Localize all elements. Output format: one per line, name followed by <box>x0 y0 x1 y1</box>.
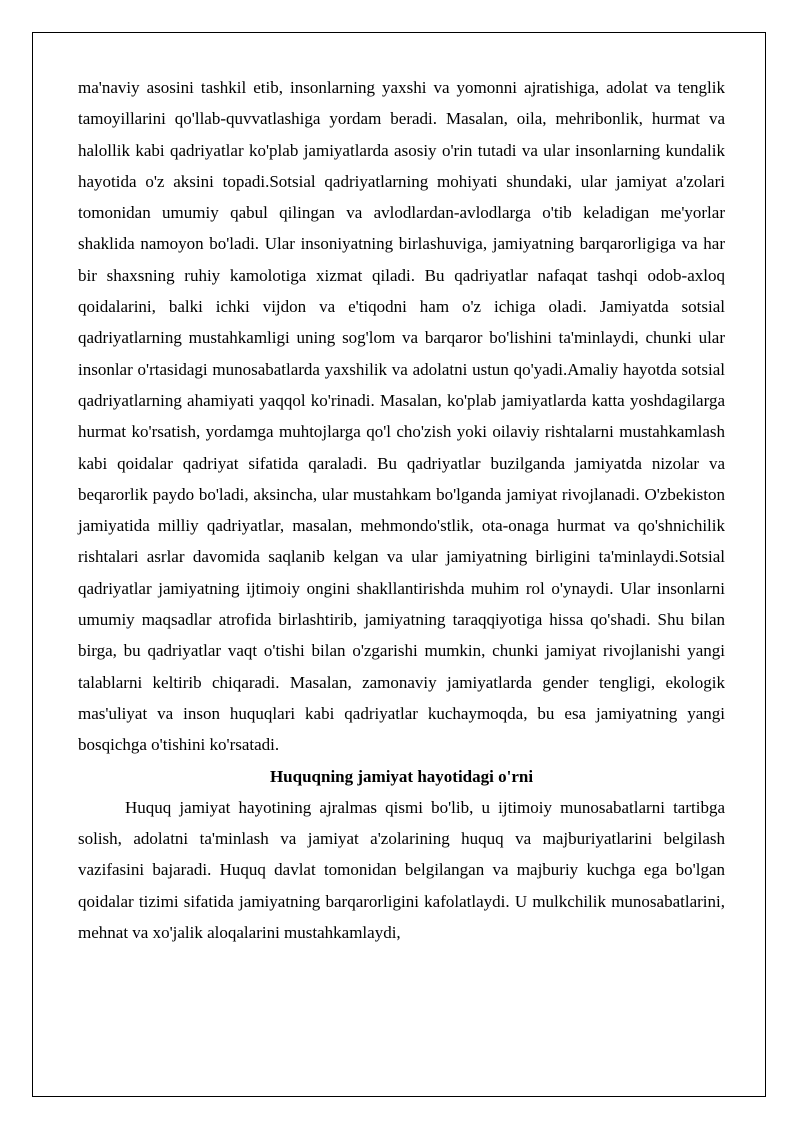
body-paragraph: Huquq jamiyat hayotining ajralmas qismi bo'lib, u ijtimoiy munosabatlarni tartibga solish, adolatni ta'minlash va jamiyat a'zolarining huquq va majburiyatlarini belgilash vazifasini bajaradi. Huquq davlat tomonidan belgilangan va majburiy kuchga ega bo'lgan qoidalar tizimi sifatida jamiyatning barqarorligini kafolatlaydi. U mulkchilik munosabatlarini, mehnat va xo'jalik aloqalarini mustahkamlaydi, <box>78 797 725 943</box>
section-heading: Huquqning jamiyat hayotidagi o'rni <box>269 766 534 786</box>
body-paragraph: ma'naviy asosini tashkil etib, insonlarning yaxshi va yomonni ajratishiga, adolat va tenglik tamoyillarini qo'llab-quvvatlashiga yordam beradi. Masalan, oila, mehribonlik, hurmat va halollik kabi qadriyatlar ko'plab jamiyatlarda asosiy o'rin tutadi va ular insonlarning kundalik hayotida o'z aksini topadi.Sotsial qadriyatlarning mohiyati shundaki, ular jamiyat a'zolari tomonidan umumiy qabul qilingan va avlodlardan-avlodlarga o'tib keladigan me'yorlar shaklida namoyon bo'ladi. Ular insoniyatning birlashuviga, jamiyatning barqarorligiga va har bir shaxsning ruhiy kamolotiga xizmat qiladi. Bu qadriyatlar nafaqat tashqi odob-axloq qoidalarini, balki ichki vijdon va e'tiqodni ham o'z ichiga oladi. Jamiyatda sotsial qadriyatlarning mustahkamligi uning sog'lom va barqaror bo'lishini ta'minlaydi, chunki ular insonlar o'rtasidagi munosabatlarda yaxshilik va adolatni ustun qo'yadi.Amaliy hayotda sotsial qadriyatlarning ahamiyati yaqqol ko'rinadi. Masalan, ko'plab jamiyatlarda katta yoshdagilarga hurmat ko'rsatish, yordamga muhtojlarga qo'l cho'zish yoki oilaviy rishtalarni mustahkamlash kabi qoidalar qadriyat sifatida qaraladi. Bu qadriyatlar buzilganda jamiyatda nizolar va beqarorlik paydo bo'ladi, aksincha, ular mustahkam bo'lganda jamiyat rivojlanadi. O'zbekiston jamiyatida milliy qadriyatlar, masalan, mehmondo'stlik, ota-onaga hurmat va qo'shnichilik rishtalari asrlar davomida saqlanib kelgan va ular jamiyatning birligini ta'minlaydi.Sotsial qadriyatlar jamiyatning ijtimoiy ongini shakllantirishda muhim rol o'ynaydi. Ular insonlarni umumiy maqsadlar atrofida birlashtirib, jamiyatning taraqqiyotiga hissa qo'shadi. Shu bilan birga, bu qadriyatlar vaqt o'tishi bilan o'zgarishi mumkin, chunki jamiyat rivojlanishi yangi talablarni keltirib chiqaradi. Masalan, zamonaviy jamiyatlarda gender tengligi, ekologik mas'uliyat va inson huquqlari kabi qadriyatlar kuchaymoqda, bu esa jamiyatning yangi bosqichga o'tishini ko'rsatadi. <box>78 78 725 755</box>
document-body <box>78 72 725 948</box>
